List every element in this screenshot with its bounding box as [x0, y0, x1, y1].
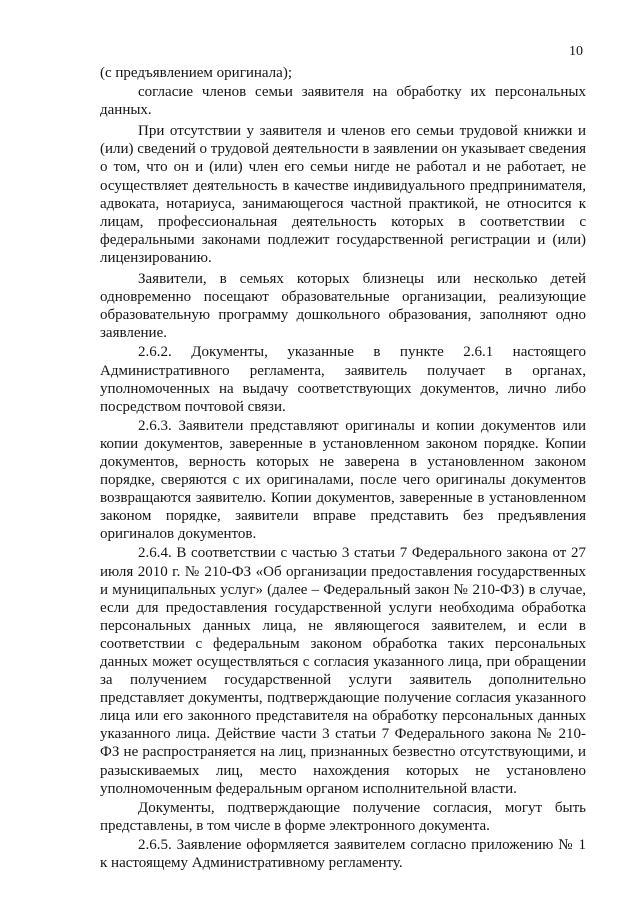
paragraph-twins-application: Заявители, в семьях которых близнецы или несколько детей одновременно посещают образовательные организации, реализующие образовательную программу дошкольного образования, заполняют одно заявление. — [100, 271, 586, 342]
document-body — [100, 64, 586, 873]
paragraph-2-6-3: 2.6.3. Заявители представляют оригиналы и копии документов или копии документов, заверенные в установленном законом порядке. Копии документов, верность которых не заверена в установленном законом порядке, сверяются с их оригиналами, после чего оригиналы документов возвращаются заявителю. Копии документов, заверенные в установленном законом порядке, заявители вправе представить без предъявления оригиналов документов. — [100, 417, 586, 543]
paragraph-2-6-5: 2.6.5. Заявление оформляется заявителем согласно приложению № 1 к настоящему Административному регламенту. — [100, 836, 586, 872]
paragraph-consent-documents: Документы, подтверждающие получение согласия, могут быть представлены, в том числе в форме электронного документа. — [100, 799, 586, 834]
paragraph-2-6-2: 2.6.2. Документы, указанные в пункте 2.6.1 настоящего Административного регламента, заявитель получает в органах, уполномоченных на выдачу соответствующих документов, лично либо посредством почтовой связи. — [100, 344, 586, 415]
paragraph-absence-employment-record: При отсутствии у заявителя и членов его семьи трудовой книжки и (или) сведений о трудовой деятельности в заявлении он указывает сведения о том, что он и (или) член его семьи нигде не работал и не работает, не осуществляет деятельность в качестве индивидуального предпринимателя, адвоката, нотариуса, занимающегося частной практикой, не относится к лицам, профессиональная деятельность которых в соответствии с федеральными законами подлежит государственной регистрации и (или) лицензированию. — [100, 123, 586, 266]
paragraph-family-consent: согласие членов семьи заявителя на обработку их персональных данных. — [100, 84, 586, 119]
page-number: 10 — [569, 44, 583, 59]
paragraph-presentation-original: (с предъявлением оригинала); — [100, 65, 292, 81]
paragraph-2-6-4: 2.6.4. В соответствии с частью 3 статьи 7 Федерального закона от 27 июля 2010 г. № 210-ФЗ «Об организации предоставления государственных и муниципальных услуг» (далее – Федеральный закон № 210-ФЗ) в случае, если для предоставления государственной услуги необходима обработка персональных данных лица, не являющегося заявителем, и если в соответствии с федеральным законом обработка таких персональных данных может осуществляться с согласия указанного лица, при обращении за получением государственной услуги заявитель дополнительно представляет документы, подтверждающие получение согласия указанного лица или его законного представителя на обработку персональных данных указанного лица. Действие части 3 статьи 7 Федерального закона № 210-ФЗ не распространяется на лиц, признанных безвестно отсутствующими, и разыскиваемых лиц, место нахождения которых не установлено уполномоченным федеральным органом исполнительной власти. — [100, 545, 586, 797]
